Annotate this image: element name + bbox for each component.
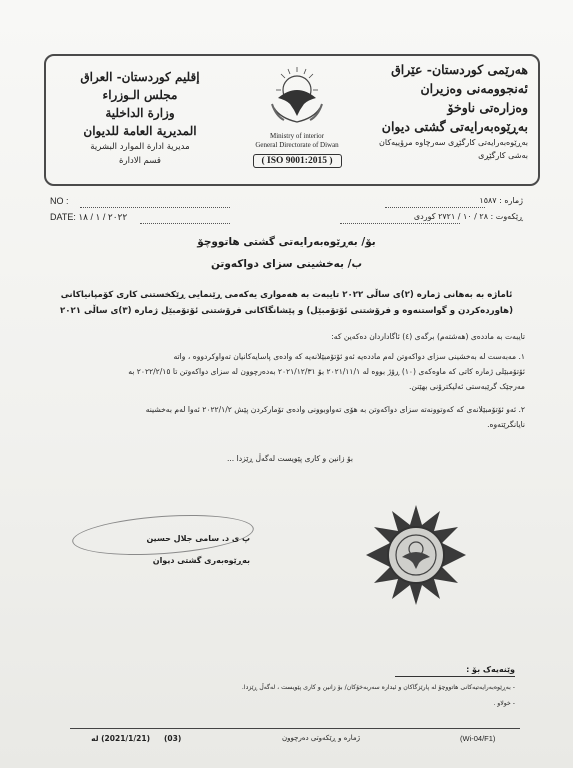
- region-name-ar: إقليم كوردستان- العراق: [80, 70, 200, 84]
- form-code: (Wi-04/F1): [460, 734, 496, 743]
- directorate-name-ar: المديرية العامة للديوان: [83, 124, 197, 138]
- section-ku: بەشی کارگێڕی: [478, 151, 528, 160]
- directorate-name-en: General Directorate of Diwan: [255, 141, 339, 149]
- signatory-title: بەڕێوەبەری گشتی دیوان: [152, 556, 250, 565]
- subject-line: ب/ بەخشینی سزای دواکەوتن: [210, 258, 363, 270]
- directorate-name-ku: بەڕێوەبەرایەتی گشتی دیوان: [381, 119, 528, 134]
- footer-rule: [70, 728, 520, 729]
- intro-line-1: ئاماژە بە بەهانی ژمارە (٢)ی ساڵی ٢٠٢٢ تایبەت بە هەمواری یەکەمی ڕێنمایی ڕێکخستنی کاری کۆمپانیاکانی: [60, 290, 513, 300]
- section-ar: قسم الادارة: [119, 156, 161, 166]
- copies-heading: وێنەیەک بۆ :: [395, 664, 515, 677]
- region-name-ku: هەرێمی کوردستان- عێراق: [391, 62, 528, 77]
- issue-date: (2021/1/21) لە: [91, 734, 150, 743]
- department-ar: مديرية ادارة الموارد البشرية: [90, 142, 190, 152]
- closing-line: بۆ زانین و کاری پێویست لەگەڵ ڕێزدا ...: [226, 454, 354, 463]
- kurdistan-emblem-icon: [260, 64, 334, 128]
- iso-badge: ( ISO 9001:2015 ): [253, 154, 342, 168]
- ministry-name-ku: وەزارەتی ناوخۆ: [447, 100, 528, 115]
- item2-line-1: ٢. ئەو ئۆتۆمبێلانەی کە کەوتوونەتە سزای دواکەوتن بە هۆی تەواوبوونی وادەی تۆمارکردن پێش ٢٠٢٢/١/٢ ئەوا لەم بەخشینە: [145, 405, 525, 414]
- ministry-name-ar: وزارة الداخلية: [105, 106, 175, 120]
- council-name-ar: مجلس الـوزراء: [102, 88, 178, 102]
- letterhead-arabic: [56, 68, 224, 168]
- issue-number: (03): [164, 734, 182, 743]
- date-ku-dotline: [340, 223, 460, 224]
- ministry-name-en: Ministry of interior: [269, 132, 325, 140]
- official-seal-icon: [364, 503, 468, 607]
- signatory-name: پ ی د. سامی جلال حسین: [146, 534, 250, 543]
- recipient-line: بۆ/ بەڕێوەبەرایەتی گشتی هاتووچۆ: [197, 236, 376, 248]
- clause-intro: تایبەت بە ماددەی (هەشتەم) برگەی (٤) ئاگاداردان دەکەین کە:: [331, 332, 525, 341]
- intro-line-2: (هاوردەکردن و گواستنەوە و فرۆشتنی ئۆتۆمبێل) و پێشانگاکانی فرۆشتنی ئۆتۆمبێل ژمارە (٣)ی ساڵی ٢٠٢١: [59, 306, 514, 316]
- number-dotline: [385, 207, 485, 208]
- date-label: DATE: ٢٠٢٢ / ١ / ١٨: [50, 212, 128, 222]
- item2-line-2: نایانگرێتەوە.: [487, 420, 525, 429]
- council-name-ku: ئەنجوومەنی وەزیران: [420, 81, 528, 96]
- letterhead-kurdish: [346, 60, 528, 162]
- date-dotline: [140, 223, 230, 224]
- number-ku: ژمارە : ١٥٨٧: [479, 196, 523, 205]
- item1-line-3: مەرجێک گرێبەستی ئەلیکترۆنی بهێنن.: [408, 382, 525, 391]
- copies-item-2: - خولاو .: [493, 700, 515, 707]
- item1-line-2: ئۆتۆمبێلی ژمارە کاتی کە ماوەکەی (١٠) ڕۆژ بووە لە ٢٠٢١/١١/١ بۆ ٢٠٢١/١٢/٣١ بەدەرچوون لە سزای دواکەوتن تا ٢٠٢٢/٢/١٥ بە: [128, 367, 525, 376]
- item1-line-1: ١. مەبەست لە بەخشینی سزای دواکەوتن لەم ماددەیە ئەو ئۆتۆمبێلانەیە کە وادەی پاسایەکانیان تەواوکردووە ، واتە: [173, 352, 525, 361]
- date-ku: ڕێکەوت : ٢٨ / ١٠ / ٢٧٢١ کوردی: [413, 212, 523, 221]
- letterhead: [44, 54, 540, 186]
- letterhead-center: [232, 64, 362, 168]
- copies-item-1: - بەڕێوەبەرایەتیەکانی هاتووچۆ لە پارێزگاکان و ئیدارە سەربەخۆکان/ بۆ زانین و کاری پێویست ، لەگەڵ ڕێزدا.: [241, 684, 515, 691]
- department-ku: بەڕێوەبەرایەتی کارگێڕی سەرچاوە مرۆییەکان: [379, 138, 528, 147]
- issue-label: ژمارە و ڕێکەوتی دەرچوون: [282, 734, 360, 742]
- no-dotline: [80, 207, 230, 208]
- no-label: NO :: [50, 196, 69, 206]
